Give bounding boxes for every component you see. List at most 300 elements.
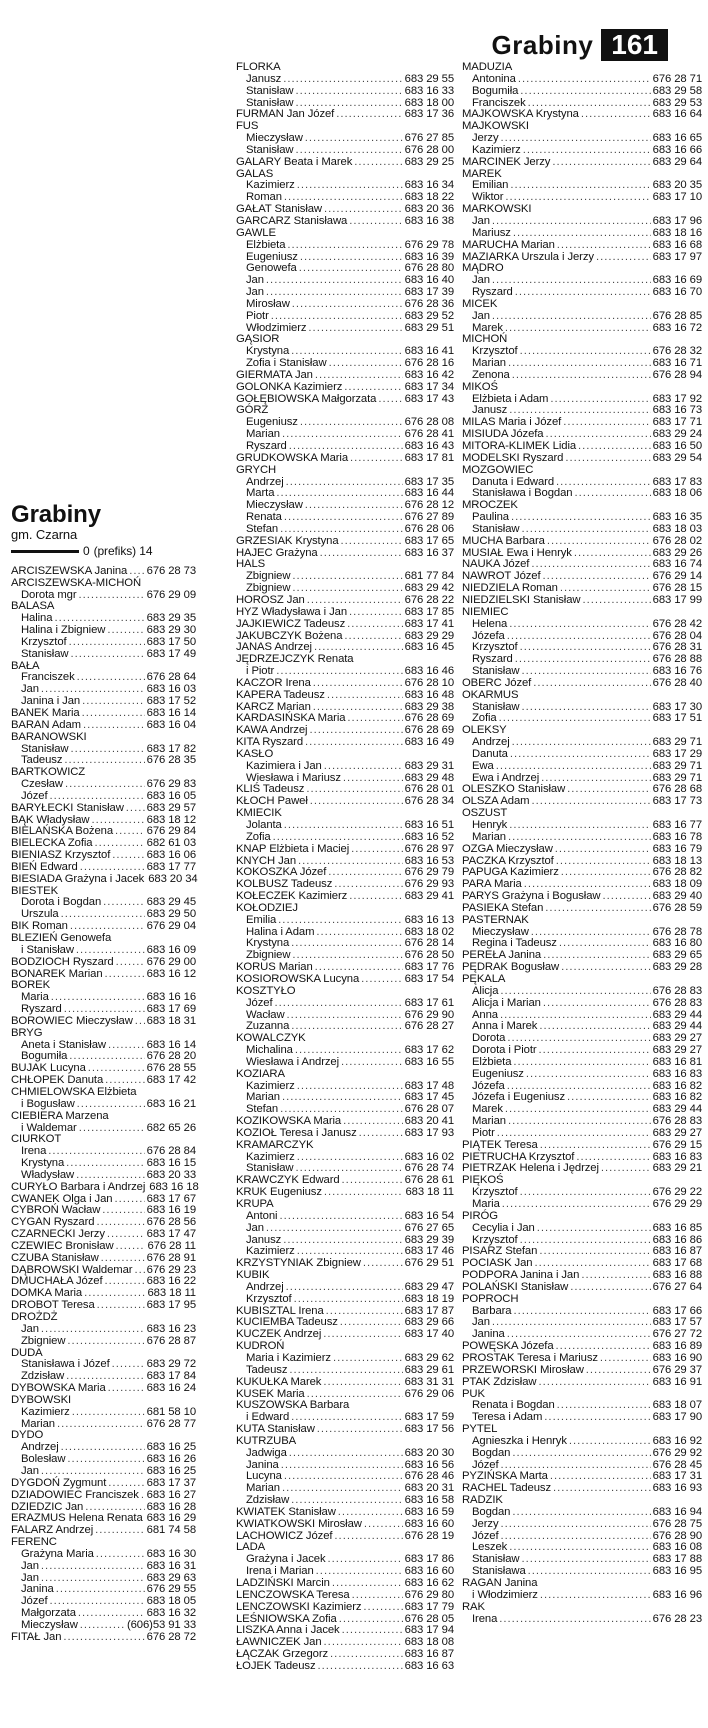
entry-phone: 683 18 31 <box>146 1014 196 1027</box>
entry-phone: 683 17 56 <box>404 1423 454 1436</box>
entry-name: KUTA Stanisław <box>236 1423 315 1436</box>
entry-phone: 683 17 79 <box>404 1600 454 1613</box>
dot-leader <box>97 1300 145 1312</box>
entry-phone: 683 16 26 <box>146 1453 196 1466</box>
entry-phone: 683 16 22 <box>146 1275 196 1288</box>
entry-name: MITORA-KLIMEK Lidia <box>462 440 577 452</box>
entry-name: Kazimiera i Jan <box>246 759 322 772</box>
dot-leader <box>550 1471 651 1483</box>
entry-phone: 676 28 56 <box>146 1216 196 1229</box>
entry-name: Ryszard <box>21 1003 62 1016</box>
dot-leader <box>317 1424 403 1436</box>
entry-name: KUDROŃ <box>236 1340 285 1353</box>
entry-name: Ewa <box>472 759 494 772</box>
entry-name: Halina i Adam <box>246 925 315 938</box>
directory-entry <box>236 394 454 406</box>
entry-phone: 683 29 42 <box>404 582 454 595</box>
entry-name: Agnieszka i Henryk <box>472 1434 567 1447</box>
entry-phone: 676 28 69 <box>404 712 454 725</box>
entry-phone: 683 16 80 <box>652 937 702 950</box>
entry-phone: 683 16 86 <box>652 1233 702 1246</box>
entry-phone: 683 29 55 <box>404 72 454 85</box>
dot-leader <box>537 1223 651 1235</box>
directory-entry <box>462 1590 702 1602</box>
dot-leader <box>499 713 651 725</box>
entry-phone: 683 18 11 <box>147 1287 196 1300</box>
entry-name: OSZUST <box>462 807 508 820</box>
entry-name: BARTKOWICZ <box>11 766 86 779</box>
entry-name: Wiktor <box>472 191 504 204</box>
entry-name: PODPORA Janina i Jan <box>462 1269 580 1282</box>
entry-name: Mieczysław <box>21 1618 78 1631</box>
entry-phone: 683 29 66 <box>404 1316 454 1329</box>
directory-entry <box>11 566 196 578</box>
directory-entry <box>462 903 702 915</box>
entry-name: i Piotr <box>246 665 275 678</box>
entry-name: Jolanta <box>246 819 282 831</box>
entry-name: CHŁOPEK Danuta <box>11 1074 104 1087</box>
dot-leader <box>561 867 651 879</box>
entry-phone: 683 16 94 <box>652 1505 702 1518</box>
directory-entry <box>462 1223 702 1235</box>
entry-name: Józef <box>21 1595 48 1608</box>
entry-name: Kazimierz <box>246 179 295 192</box>
entry-phone: 683 16 59 <box>404 1505 454 1518</box>
dot-leader <box>289 1365 402 1377</box>
entry-name: Małgorzata <box>21 1607 76 1620</box>
entry-name: OZGA Mieczysław <box>462 842 553 855</box>
dot-leader <box>582 595 650 607</box>
entry-name: Stanisław <box>21 742 69 755</box>
entry-phone: 683 16 39 <box>404 250 454 263</box>
dot-leader <box>547 536 651 548</box>
entry-name: Jan <box>472 214 490 227</box>
entry-name: KARCZ Marian <box>236 700 311 713</box>
entry-phone: 676 28 01 <box>404 783 454 796</box>
entry-phone: 683 29 26 <box>652 546 702 559</box>
directory-entry <box>236 761 454 773</box>
entry-name: Maria <box>21 991 49 1004</box>
entry-phone: 676 28 75 <box>652 1517 702 1530</box>
entry-phone: 683 16 32 <box>146 1607 196 1620</box>
entry-name: GOŁĘBIOWSKA Małgorzata <box>236 392 377 405</box>
entry-name: RACHEL Tadeusz <box>462 1482 552 1495</box>
directory-entry <box>236 1128 454 1140</box>
entry-name: Marian <box>472 830 506 843</box>
entry-name: Anna <box>472 1008 498 1021</box>
entry-name: GIERMATA Jan <box>236 368 313 381</box>
dot-leader <box>543 950 651 962</box>
entry-phone: 683 16 78 <box>652 830 702 843</box>
entry-phone: 683 16 69 <box>652 274 702 287</box>
dot-leader <box>339 1614 403 1626</box>
entry-name: Stefan <box>246 1103 279 1116</box>
directory-entry <box>462 1294 702 1306</box>
entry-name: Józef <box>472 1529 499 1542</box>
entry-name: KUKUŁKA Marek <box>236 1375 322 1388</box>
entry-phone: (606)53 91 33 <box>126 1618 196 1631</box>
entry-name: Ryszard <box>472 653 513 666</box>
entry-name: MARKOWSKI <box>462 203 532 216</box>
entry-name: Stanisław <box>246 96 294 109</box>
dot-leader <box>305 133 403 145</box>
directory-entry <box>11 957 196 969</box>
entry-name: GRUDKOWSKA Maria <box>236 451 349 464</box>
entry-name: MAZIARKA Urszula i Jerzy <box>462 250 594 263</box>
dot-leader <box>543 571 651 583</box>
directory-entry <box>462 1211 702 1223</box>
entry-phone: 683 29 35 <box>146 612 196 625</box>
entry-phone: 683 29 71 <box>652 759 702 772</box>
entry-phone: 683 16 44 <box>404 487 454 500</box>
entry-name: KRUPA <box>236 1198 274 1210</box>
dot-leader <box>273 832 403 844</box>
dot-leader <box>286 477 403 489</box>
entry-phone: 683 16 72 <box>652 321 702 334</box>
entry-phone: 683 16 54 <box>404 1209 454 1222</box>
entry-phone: 683 29 44 <box>652 1103 702 1116</box>
entry-phone: 683 17 88 <box>652 1553 702 1566</box>
entry-name: KOLBUSZ Tadeusz <box>236 878 333 891</box>
entry-phone: 683 17 92 <box>652 392 702 405</box>
entry-phone: 676 29 06 <box>404 1387 454 1400</box>
entry-phone: 676 29 90 <box>404 1008 454 1021</box>
entry-name: CZUBA Stanisław <box>11 1251 99 1264</box>
entry-name: Michalina <box>246 1044 293 1057</box>
dot-leader <box>351 844 403 856</box>
entry-phone: 683 20 41 <box>404 1115 454 1128</box>
entry-name: Jan <box>21 683 39 696</box>
entry-phone: 683 29 28 <box>652 961 702 974</box>
entry-name: GĄSIOR <box>236 333 280 346</box>
entry-name: Jan <box>21 1464 39 1477</box>
entry-name: MICHOŃ <box>462 333 508 346</box>
entry-phone: 683 17 67 <box>146 1192 196 1205</box>
entry-name: DYBOWSKA Maria <box>11 1382 106 1395</box>
entry-phone: 683 16 96 <box>652 1588 702 1601</box>
entry-name: Janusz <box>246 1233 282 1246</box>
entry-phone: 683 17 68 <box>652 1257 702 1270</box>
dot-leader <box>552 157 650 169</box>
entry-name: KOŁECZEK Kazimierz <box>236 890 348 903</box>
entry-name: BIENIASZ Krzysztof <box>11 849 111 862</box>
entry-name: RAK <box>462 1600 485 1613</box>
directory-entry <box>11 803 196 815</box>
dot-leader <box>340 1317 403 1329</box>
entry-phone: 683 17 41 <box>404 617 454 630</box>
entry-name: KŁOCH Paweł <box>236 795 308 808</box>
entry-name: Zbigniew <box>246 949 291 962</box>
entry-phone: 683 18 07 <box>652 1399 702 1412</box>
directory-entry <box>236 1377 454 1389</box>
entry-phone: 683 16 65 <box>652 132 702 145</box>
dot-leader <box>505 1104 651 1116</box>
entry-name: Halina <box>21 612 53 625</box>
directory-entry <box>462 240 702 252</box>
entry-name: MODELSKI Ryszard <box>462 451 564 464</box>
entry-phone: 683 17 36 <box>404 108 454 121</box>
entry-name: BARANOWSKI <box>11 730 87 743</box>
entry-name: MISIUDA Józefa <box>462 428 544 441</box>
entry-name: Józef <box>21 789 48 802</box>
entry-name: Jadwiga <box>246 1446 287 1459</box>
entry-name: Tadeusz <box>246 1363 288 1376</box>
entry-name: OLSZA Adam <box>462 795 530 808</box>
entry-name: MUSIAŁ Ewa i Henryk <box>462 546 572 559</box>
entry-name: Stanisława i Bogdan <box>472 487 573 500</box>
entry-name: i Edward <box>246 1411 290 1424</box>
dot-leader <box>528 1566 651 1578</box>
entry-name: LENCZOWSKA Teresa <box>236 1588 350 1601</box>
directory-entry <box>236 998 454 1010</box>
entry-name: Aneta i Stanisław <box>21 1038 106 1051</box>
entry-name: Andrzej <box>246 1280 284 1293</box>
entry-name: Genowefa <box>246 262 297 275</box>
dot-leader <box>526 1069 651 1081</box>
dot-leader <box>359 1128 403 1140</box>
entry-phone: 683 16 29 <box>146 1512 196 1525</box>
entry-phone: 683 16 93 <box>652 1482 702 1495</box>
entry-phone: 683 16 63 <box>404 1659 454 1672</box>
entry-name: Janina <box>246 1458 279 1471</box>
entry-phone: 683 16 21 <box>146 1097 196 1110</box>
entry-phone: 683 17 37 <box>146 1476 196 1489</box>
entry-name: Krzysztof <box>246 1292 292 1305</box>
entry-name: DYGDOŃ Zygmunt <box>11 1476 107 1489</box>
entry-phone: 683 17 71 <box>652 416 702 429</box>
entry-phone: 683 29 38 <box>404 700 454 713</box>
entry-phone: 682 65 26 <box>146 1121 196 1134</box>
entry-name: ARCISZEWSKA-MICHOŃ <box>11 576 142 589</box>
entry-name: Janina <box>472 1328 505 1341</box>
dot-leader <box>318 1661 403 1673</box>
entry-phone: 683 17 52 <box>146 695 196 708</box>
entry-name: CZEWIEC Bronisław <box>11 1239 114 1252</box>
entry-name: PAPUGA Kazimierz <box>462 866 559 879</box>
entry-phone: 676 28 77 <box>146 1417 196 1430</box>
entries-list-3 <box>462 62 702 1625</box>
entry-name: PĘKALA <box>462 972 506 985</box>
dot-leader <box>510 180 650 192</box>
entry-name: KOWALCZYK <box>236 1032 306 1045</box>
entry-name: Antonina <box>472 72 516 85</box>
entry-name: KOSZTYŁO <box>236 984 296 997</box>
dot-leader <box>295 145 402 157</box>
entry-phone: 676 28 73 <box>146 564 196 577</box>
directory-entry <box>462 86 702 98</box>
entry-name: GAWLE <box>236 226 276 239</box>
entry-phone: 683 17 69 <box>146 1003 196 1016</box>
entry-name: Mieczysław <box>246 132 303 145</box>
dot-leader <box>96 1549 145 1561</box>
entry-name: Jan <box>21 1559 39 1572</box>
entry-phone: 683 17 43 <box>404 392 454 405</box>
entry-name: Janusz <box>246 72 282 85</box>
dot-leader <box>501 1531 651 1543</box>
entry-phone: 683 16 23 <box>146 1322 196 1335</box>
directory-entry <box>462 998 702 1010</box>
dot-leader <box>292 571 402 583</box>
entry-name: Elżbieta <box>472 1055 512 1068</box>
directory-entry <box>462 1448 702 1460</box>
entry-phone: 683 18 13 <box>652 854 702 867</box>
dot-leader <box>283 74 402 86</box>
entry-name: Zbigniew <box>246 582 291 595</box>
entry-phone: 683 16 34 <box>404 179 454 192</box>
dot-leader <box>565 453 650 465</box>
entry-name: POLAŃSKI Stanisław <box>462 1280 569 1293</box>
dot-leader <box>553 1483 651 1495</box>
entry-phone: 681 74 58 <box>146 1524 196 1537</box>
entry-name: Grażyna i Jacek <box>246 1553 326 1566</box>
entry-name: Barbara <box>472 1304 512 1317</box>
entry-name: KACZOR Irena <box>236 676 311 689</box>
entry-phone: 683 29 21 <box>652 1162 702 1175</box>
entry-phone: 683 16 71 <box>652 357 702 370</box>
directory-entry <box>11 874 196 886</box>
dot-leader <box>349 891 402 903</box>
entry-phone: 683 29 57 <box>146 801 196 814</box>
directory-entry <box>11 1478 196 1490</box>
dot-leader <box>334 1531 402 1543</box>
dot-leader <box>556 856 651 868</box>
prefix-line <box>11 546 196 558</box>
dot-leader <box>509 1542 650 1554</box>
entry-phone: 683 16 88 <box>652 1269 702 1282</box>
entry-name: Stanisław <box>472 665 520 678</box>
dot-leader <box>567 784 650 796</box>
dot-leader <box>602 891 650 903</box>
entry-name: PASIEKA Stefan <box>462 901 544 914</box>
entry-phone: 676 28 41 <box>404 428 454 441</box>
entry-phone: 683 16 41 <box>404 345 454 358</box>
entry-name: Mieczysław <box>246 499 303 512</box>
dot-leader <box>540 1140 651 1152</box>
dot-leader <box>310 796 403 808</box>
entry-name: Bogumiła <box>472 84 519 97</box>
entry-name: PIĄTEK Teresa <box>462 1138 538 1151</box>
entry-phone: 683 17 31 <box>652 1470 702 1483</box>
entry-phone: 683 17 65 <box>404 534 454 547</box>
dot-leader <box>65 779 145 791</box>
entry-name: Marian <box>246 1091 280 1104</box>
prefix-text: (prefiks) 14 <box>93 544 153 558</box>
dot-leader <box>57 1419 145 1431</box>
entry-name: Jerzy <box>472 1517 499 1530</box>
entry-phone: 676 28 00 <box>404 143 454 156</box>
entry-phone: 683 18 02 <box>404 925 454 938</box>
directory-entry <box>11 1407 196 1419</box>
entry-phone: 683 17 90 <box>652 1411 702 1424</box>
entry-phone: 676 28 90 <box>652 1529 702 1542</box>
dot-leader <box>521 1554 650 1566</box>
entry-phone: 683 29 44 <box>652 1020 702 1033</box>
entry-phone: 683 17 46 <box>404 1245 454 1258</box>
dot-leader <box>507 631 651 643</box>
entry-phone: 683 18 19 <box>404 1292 454 1305</box>
entry-name: HYZ Władysława i Jan <box>236 605 348 618</box>
dot-leader <box>70 649 144 661</box>
entry-name: Wiesława i Andrzej <box>246 1055 340 1068</box>
directory-entry <box>11 1180 199 1194</box>
entry-phone: 676 27 89 <box>404 511 454 524</box>
entry-name: Jan <box>21 1571 39 1584</box>
entry-name: Krzysztof <box>472 1186 518 1199</box>
dot-leader <box>282 1092 403 1104</box>
dot-leader <box>544 1412 650 1424</box>
entry-name: BIELECKA Zofia <box>11 837 93 850</box>
entry-name: Elżbieta i Adam <box>472 392 549 405</box>
entry-name: Zdzisław <box>21 1370 65 1383</box>
dot-leader <box>561 962 651 974</box>
entry-name: Andrzej <box>21 1441 59 1454</box>
entry-name: Ewa i Andrzej <box>472 771 540 784</box>
dot-leader <box>574 488 650 500</box>
dot-leader <box>61 909 145 921</box>
dot-leader <box>550 394 650 406</box>
entry-phone: 676 28 16 <box>404 357 454 370</box>
entry-name: BARAN Adam <box>11 718 81 731</box>
entry-name: Jan <box>472 274 490 287</box>
entry-name: Stefan <box>246 522 279 535</box>
entry-phone: 683 16 37 <box>404 546 454 559</box>
entry-name: Kazimierz <box>21 1405 70 1418</box>
entry-phone: 683 16 89 <box>652 1340 702 1353</box>
entry-phone: 676 29 37 <box>652 1363 702 1376</box>
directory-entry <box>236 453 454 465</box>
directory-entry <box>236 678 454 690</box>
entry-phone: 676 28 02 <box>652 534 702 547</box>
entry-phone: 676 28 83 <box>652 984 702 997</box>
dot-leader <box>341 536 403 548</box>
dot-leader <box>287 240 402 252</box>
dot-leader <box>82 708 145 720</box>
entry-phone: 676 28 36 <box>404 297 454 310</box>
dot-leader <box>282 1483 403 1495</box>
entry-name: Dorota i Bogdan <box>21 896 102 909</box>
dot-leader <box>69 637 145 649</box>
entry-name: Franciszek <box>21 671 75 684</box>
entry-name: ERAZMUS Helena Renata <box>11 1512 143 1525</box>
entry-phone: 683 17 83 <box>652 475 702 488</box>
entry-phone: 683 18 06 <box>652 487 702 500</box>
dot-leader <box>520 1187 651 1199</box>
entry-name: KRAMARCZYK <box>236 1138 314 1151</box>
dot-leader <box>79 1123 145 1135</box>
directory-entry <box>11 1111 196 1123</box>
entry-phone: 683 17 59 <box>404 1411 454 1424</box>
entry-name: KUSEK Maria <box>236 1387 305 1400</box>
entry-name: Bogdan <box>472 1446 511 1459</box>
entry-phone: 676 28 59 <box>652 901 702 914</box>
entry-phone: 683 16 76 <box>652 665 702 678</box>
dot-leader <box>116 957 145 969</box>
dot-leader <box>77 672 145 684</box>
entry-name: JAKUBCZYK Bożena <box>236 629 343 642</box>
dot-leader <box>496 761 651 773</box>
dot-leader <box>557 240 651 252</box>
dot-leader <box>306 784 402 796</box>
entry-name: MARCINEK Jerzy <box>462 155 551 168</box>
entry-name: HALS <box>236 558 266 571</box>
dot-leader <box>342 1625 403 1637</box>
entry-name: Andrzej <box>472 736 510 749</box>
entry-name: Czesław <box>21 778 63 791</box>
entry-name: Cecylia i Jan <box>472 1221 535 1234</box>
entry-name: GALAS <box>236 167 274 180</box>
entry-name: Józefa i Eugeniusz <box>472 1091 566 1104</box>
entry-phone: 676 28 04 <box>652 629 702 642</box>
